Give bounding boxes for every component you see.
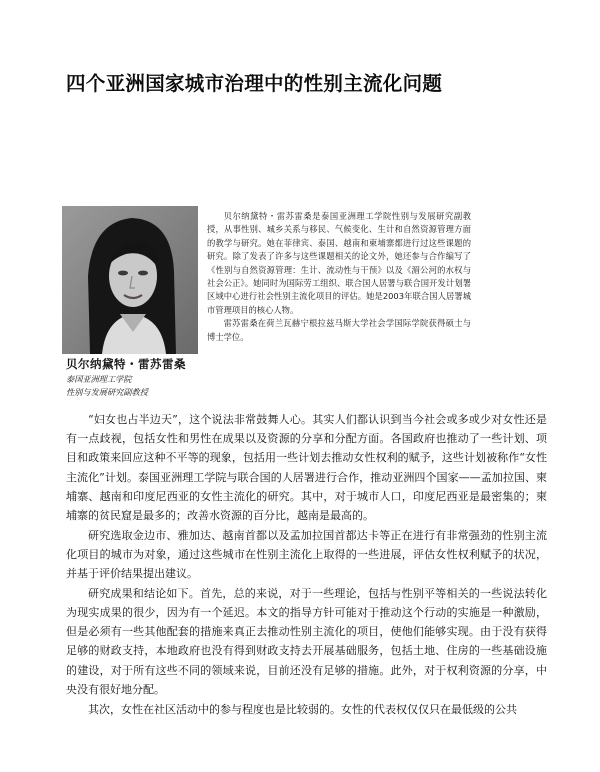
author-photo <box>62 206 198 354</box>
affiliation-position: 性别与发展研究副教授 <box>66 387 148 397</box>
body-paragraph: 研究成果和结论如下。首先，总的来说，对于一些理论，包括与性别平等相关的一些说法转化为现实成果的很少，因为有一个延迟。本文的指导方针可能对于推动这个行动的实施是一种激励，但是必须有一些其他配套的措施来真正去推动性别主流化的项目，使他们能够实现。由于没有获得足够的财政支持，本地政府也没有得到财政支持去开展基础服务，包括土地、住房的一些基础设施的建设，对于所有这些不同的领域来说，目前还没有足够的措施。此外，对于权利资源的分享，中央没有很好地分配。 <box>66 586 547 696</box>
bio-paragraph: 雷苏雷桑在荷兰瓦赫宁根拉兹马斯大学社会学国际学院获得硕士与博士学位。 <box>207 318 471 342</box>
body-paragraph: “妇女也占半边天”，这个说法非常鼓舞人心。其实人们都认识到当今社会或多或少对女性还是有一点歧视，包括女性和男性在成果以及资源的分享和分配方面。各国政府也推动了一些计划、项目和政策来回应这种不平等的现象，包括用一些计划去推动女性权利的赋予，这些计划被称作“女性主流化”计划。泰国亚洲理工学院与联合国的人居署进行合作，推动亚洲四个国家——孟加拉国、柬埔寨、越南和印度尼西亚的女性主流化的研究。其中，对于城市人口，印度尼西亚是最密集的；柬埔寨的贫民窟是最多的；改善水资源的百分比，越南是最高的。 <box>66 413 547 523</box>
bio-paragraph: 贝尔纳黛特・雷苏雷桑是泰国亚洲理工学院性别与发展研究副教授，从事性别、城乡关系与移民、气候变化、生计和自然资源管理方面的教学与研究。她在菲律宾、泰国、越南和柬埔寨都进行过这些课题的研究。除了发表了许多与这些课题相关的论文外，她还参与合作编写了《性别与自然资源管理：生计、流动性与干预》以及《湄公河的水权与社会公正》。她同时为国际劳工组织、联合国人居署与联合国开发计划署区域中心进行社会性别主流化项目的评估。她是2003年联合国人居署城市管理项目的核心人物。 <box>207 211 471 315</box>
article-body <box>66 410 547 719</box>
author-bio <box>207 210 471 344</box>
author-affiliation <box>66 373 148 399</box>
affiliation-institution: 泰国亚洲理工学院 <box>66 374 132 384</box>
body-paragraph: 其次，女性在社区活动中的参与程度也是比较弱的。女性的代表权仅仅只在最低级的公共 <box>88 702 517 716</box>
author-name: 贝尔纳黛特・雷苏雷桑 <box>66 357 186 371</box>
article-title: 四个亚洲国家城市治理中的性别主流化问题 <box>66 72 443 95</box>
body-paragraph: 研究选取金边市、雅加达、越南首都以及孟加拉国首都达卡等正在进行有非常强劲的性别主流化项目的城市为对象，通过这些城市在性别主流化上取得的一些进展，评估女性权利赋予的状况，并基于评价结果提出建议。 <box>66 528 547 581</box>
